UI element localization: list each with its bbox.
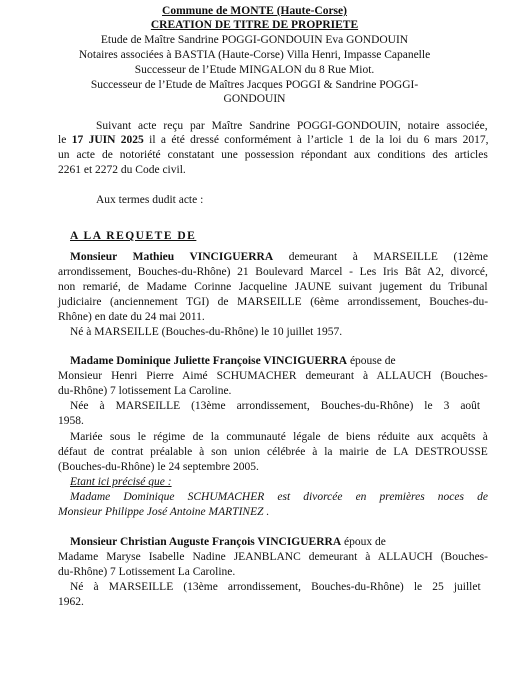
person1-name: Monsieur Mathieu VINCIGUERRA <box>70 251 274 263</box>
person2-line-6: Mariée sous le régime de la communauté légale de biens réduite aux acquêts à <box>70 431 488 443</box>
note-label: Etant ici précisé que : <box>70 476 172 488</box>
aux-termes: Aux termes dudit acte : <box>96 194 204 206</box>
person3-birth: Né à MARSEILLE (13ème arrondissement, Bouches-du-Rhône) le 25 juillet <box>70 581 481 593</box>
person2-line-3: du-Rhône) 7 lotissement La Caroline. <box>58 385 232 397</box>
successeur-line-2: Successeur de l’Etude de Maîtres Jacques POGGI & Sandrine POGGI- <box>90 79 419 91</box>
person3-line-3: du-Rhône) 7 Lotissement La Caroline. <box>58 566 236 578</box>
intro-line-1: Suivant acte reçu par Maître Sandrine POGGI-GONDOUIN, notaire associée, <box>96 120 488 132</box>
person2-birth: Née à MARSEILLE (13ème arrondissement, Bouches-du-Rhône) le 3 août <box>70 400 481 412</box>
person2-birth-year: 1958. <box>58 415 84 427</box>
person3-line-2: Madame Maryse Isabelle Nadine JEANBLANC demeurant à ALLAUCH (Bouches- <box>58 551 488 563</box>
person3-line-1: Monsieur Christian Auguste François VINCIGUERRA époux de <box>70 536 386 548</box>
person1-line-4: judiciaire (anciennement TGI) de MARSEILLE (6ème arrondissement, Bouches-du- <box>58 296 489 308</box>
intro-line-2: le 17 JUIN 2025 il a été dressé conformément à l’article 1 de la loi du 6 mars 2017, <box>58 134 489 146</box>
intro-line-4: 2261 et 2272 du Code civil. <box>58 164 186 176</box>
act-date: 17 JUIN 2025 <box>71 134 144 146</box>
person2-line-7: défaut de contrat préalable à son union célébrée à la mairie de LA DESTROUSSE <box>58 446 488 458</box>
person3-birth-year: 1962. <box>58 596 84 608</box>
successeur-line-2b: GONDOUIN <box>223 93 286 105</box>
note-line-2: Monsieur Philippe José Antoine MARTINEZ . <box>58 506 270 518</box>
person2-line-8: (Bouches-du-Rhône) le 24 septembre 2005. <box>58 461 259 473</box>
etude-line: Etude de Maître Sandrine POGGI-GONDOUIN Eva GONDOUIN <box>100 34 409 46</box>
person2-line-2: Monsieur Henri Pierre Aimé SCHUMACHER demeurant à ALLAUCH (Bouches- <box>58 370 488 382</box>
document-title: CREATION DE TITRE DE PROPRIETE <box>150 19 359 31</box>
person1-line-2: arrondissement, Bouches-du-Rhône) 21 Boulevard Marcel - Les Iris Bât A2, divorcé, <box>58 266 488 278</box>
commune-heading: Commune de MONTE (Haute-Corse) <box>162 5 347 17</box>
person1-line-5: Rhône) en date du 24 mai 2011. <box>58 311 205 323</box>
requete-label: A LA REQUETE DE <box>70 230 197 242</box>
notaires-line: Notaires associées à BASTIA (Haute-Corse) Villa Henri, Impasse Capanelle <box>78 49 431 61</box>
person1-line-1: Monsieur Mathieu VINCIGUERRA demeurant à MARSEILLE (12ème <box>70 251 488 263</box>
person1-line-3: non remarié, de Madame Corinne Jacqueline JAUNE suivant jugement du Tribunal <box>58 281 488 293</box>
person2-name: Madame Dominique Juliette Françoise VINCIGUERRA <box>70 355 348 367</box>
successeur-line-1: Successeur de l’Etude MINGALON du 8 Rue Miot. <box>134 64 375 76</box>
person3-name: Monsieur Christian Auguste François VINCIGUERRA <box>70 536 342 548</box>
person2-line-1: Madame Dominique Juliette Françoise VINCIGUERRA épouse de <box>70 355 396 367</box>
intro-line-3: un acte de notoriété constatant une possession répondant aux conditions des articles <box>58 149 488 161</box>
note-line-1: Madame Dominique SCHUMACHER est divorcée en premières noces de <box>70 491 488 503</box>
person1-birth: Né à MARSEILLE (Bouches-du-Rhône) le 10 juillet 1957. <box>70 326 343 338</box>
